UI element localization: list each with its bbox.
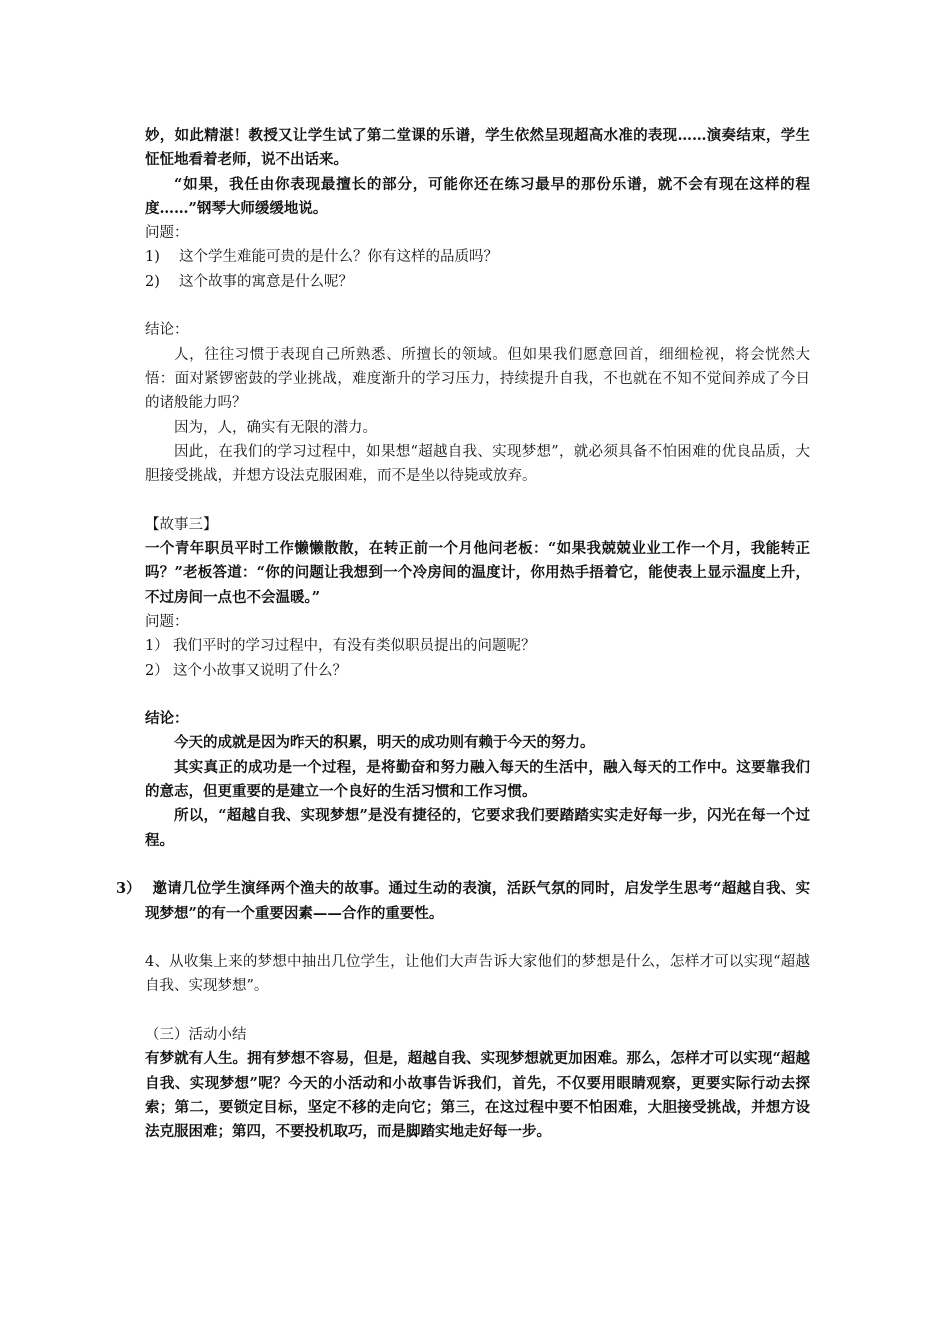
conclusion-label: 结论： [145,710,189,728]
conclusion-paragraph: 其实真正的成功是一个过程，是将勤奋和努力融入每天的生活中，融入每天的工作中。这要靠我们的意志，但更重要的是建立一个良好的生活习惯和工作习惯。 [145,758,810,801]
question-item [145,659,810,683]
question-number: 1） [145,638,169,655]
question-number: 2) [145,273,160,290]
conclusion-paragraph: 今天的成就是因为昨天的积累，明天的成功则有赖于今天的努力。 [174,734,595,752]
story-heading: 【故事三】 [145,516,218,533]
spacer [145,488,810,512]
question-item [145,245,810,269]
question-text: 这个小故事又说明了什么？ [173,662,347,679]
conclusion-paragraph: 所以，“超越自我、实现梦想”是没有捷径的，它要求我们要踏踏实实走好每一步，闪光在每一个过程。 [145,807,810,849]
activity-item [116,877,810,926]
summary-paragraph: 有梦就有人生。拥有梦想不容易，但是，超越自我、实现梦想就更加困难。那么，怎样才可以实现“超越自我、实现梦想”呢？今天的小活动和小故事告诉我们，首先，不仅要用眼睛观察，更要实际行动去探索；第二，要锁定目标，坚定不移的走向它；第三，在这过程中要不怕困难，大胆接受挑战，并想方设法克服困难；第四，不要投机取巧，而是脚踏实地走好每一步。 [145,1050,810,1141]
spacer [145,683,810,707]
conclusion-paragraph: 人，往往习惯于表现自己所熟悉、所擅长的领域。但如果我们愿意回首，细细检视，将会恍然大悟：面对紧锣密鼓的学业挑战，难度渐升的学习压力，持续提升自我，不也就在不知不觉间养成了今日的诸般能力吗？ [145,346,810,412]
question-number: 2） [145,662,169,679]
questions-label: 问题： [145,225,189,242]
story-paragraph: 妙，如此精湛！教授又让学生试了第二堂课的乐谱，学生依然呈现超高水准的表现……演奏结束，学生怔怔地看着老师，说不出话来。 [145,127,810,169]
document-body [116,124,810,1144]
conclusion-paragraph: 因为，人，确实有无限的潜力。 [174,419,377,436]
spacer [145,853,810,877]
spacer [145,294,810,318]
question-item [145,270,810,294]
story-paragraph: “如果，我任由你表现最擅长的部分，可能你还在练习最早的那份乐谱，就不会有现在这样的程度……”钢琴大师缓缓地说。 [145,175,810,217]
spacer [145,926,810,950]
question-item [145,634,810,658]
activity-number: 3） [116,880,141,898]
activity-item: 4、从收集上来的梦想中抽出几位学生，让他们大声告诉大家他们的梦想是什么，怎样才可以实现“超越自我、实现梦想”。 [145,954,810,995]
question-text: 这个故事的寓意是什么呢？ [179,273,353,290]
question-text: 这个学生难能可贵的是什么？你有这样的品质吗？ [179,249,498,266]
spacer [145,999,810,1023]
section-heading: （三）活动小结 [145,1026,247,1043]
question-number: 1) [145,249,160,266]
conclusion-label: 结论： [145,322,189,339]
questions-label: 问题： [145,613,189,630]
story-paragraph: 一个青年职员平时工作懒懒散散，在转正前一个月他问老板：“如果我兢兢业业工作一个月，我能转正吗？”老板答道：“你的问题让我想到一个冷房间的温度计，你用热手捂着它，能使表上显示温度上升，不过房间一点也不会温暖。” [145,540,810,606]
conclusion-paragraph: 因此，在我们的学习过程中，如果想“超越自我、实现梦想”，就必须具备不怕困难的优良品质，大胆接受挑战，并想方设法克服困难，而不是坐以待毙或放弃。 [145,443,810,485]
question-text: 我们平时的学习过程中，有没有类似职员提出的问题呢？ [173,638,536,655]
activity-text: 邀请几位学生演绎两个渔夫的故事。通过生动的表演，活跃气氛的同时，启发学生思考“超越自我、实现梦想”的有一个重要因素——合作的重要性。 [145,880,810,922]
